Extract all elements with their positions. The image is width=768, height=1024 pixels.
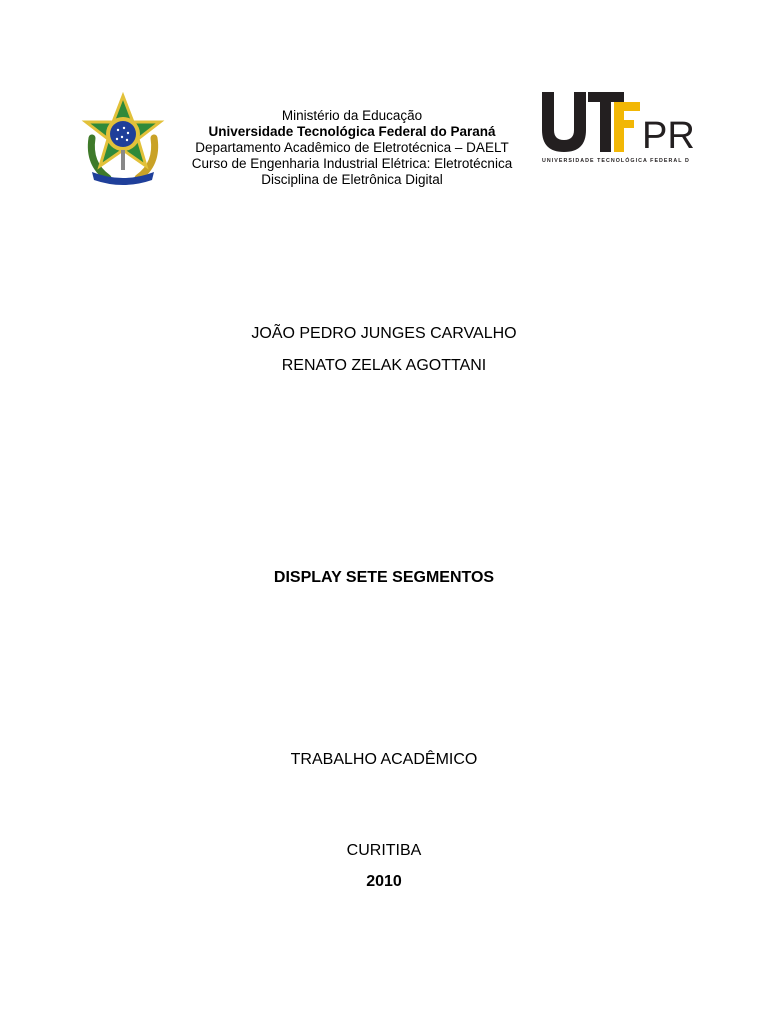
ministry-line: Ministério da Educação — [281, 108, 423, 123]
logo-subtitle: UNIVERSIDADE TECNOLÓGICA FEDERAL D — [542, 158, 690, 164]
logo-acronym-pr: PR — [642, 115, 695, 157]
institution-header — [186, 108, 518, 188]
university-line: Universidade Tecnológica Federal do Paraná — [208, 124, 496, 139]
utfpr-logo — [540, 88, 700, 168]
work-type: TRABALHO ACADÊMICO — [290, 751, 478, 768]
city: CURITIBA — [346, 842, 422, 859]
brazil-coat-of-arms-icon — [78, 92, 168, 188]
department-line: Departamento Acadêmico de Eletrotécnica – DAELT — [195, 140, 509, 155]
author-1: JOÃO PEDRO JUNGES CARVALHO — [251, 325, 517, 342]
document-title: DISPLAY SETE SEGMENTOS — [273, 569, 495, 586]
year: 2010 — [366, 873, 402, 890]
discipline-line: Disciplina de Eletrônica Digital — [261, 172, 443, 187]
author-2: RENATO ZELAK AGOTTANI — [281, 357, 487, 374]
course-line: Curso de Engenharia Industrial Elétrica: Eletrotécnica — [191, 156, 513, 171]
